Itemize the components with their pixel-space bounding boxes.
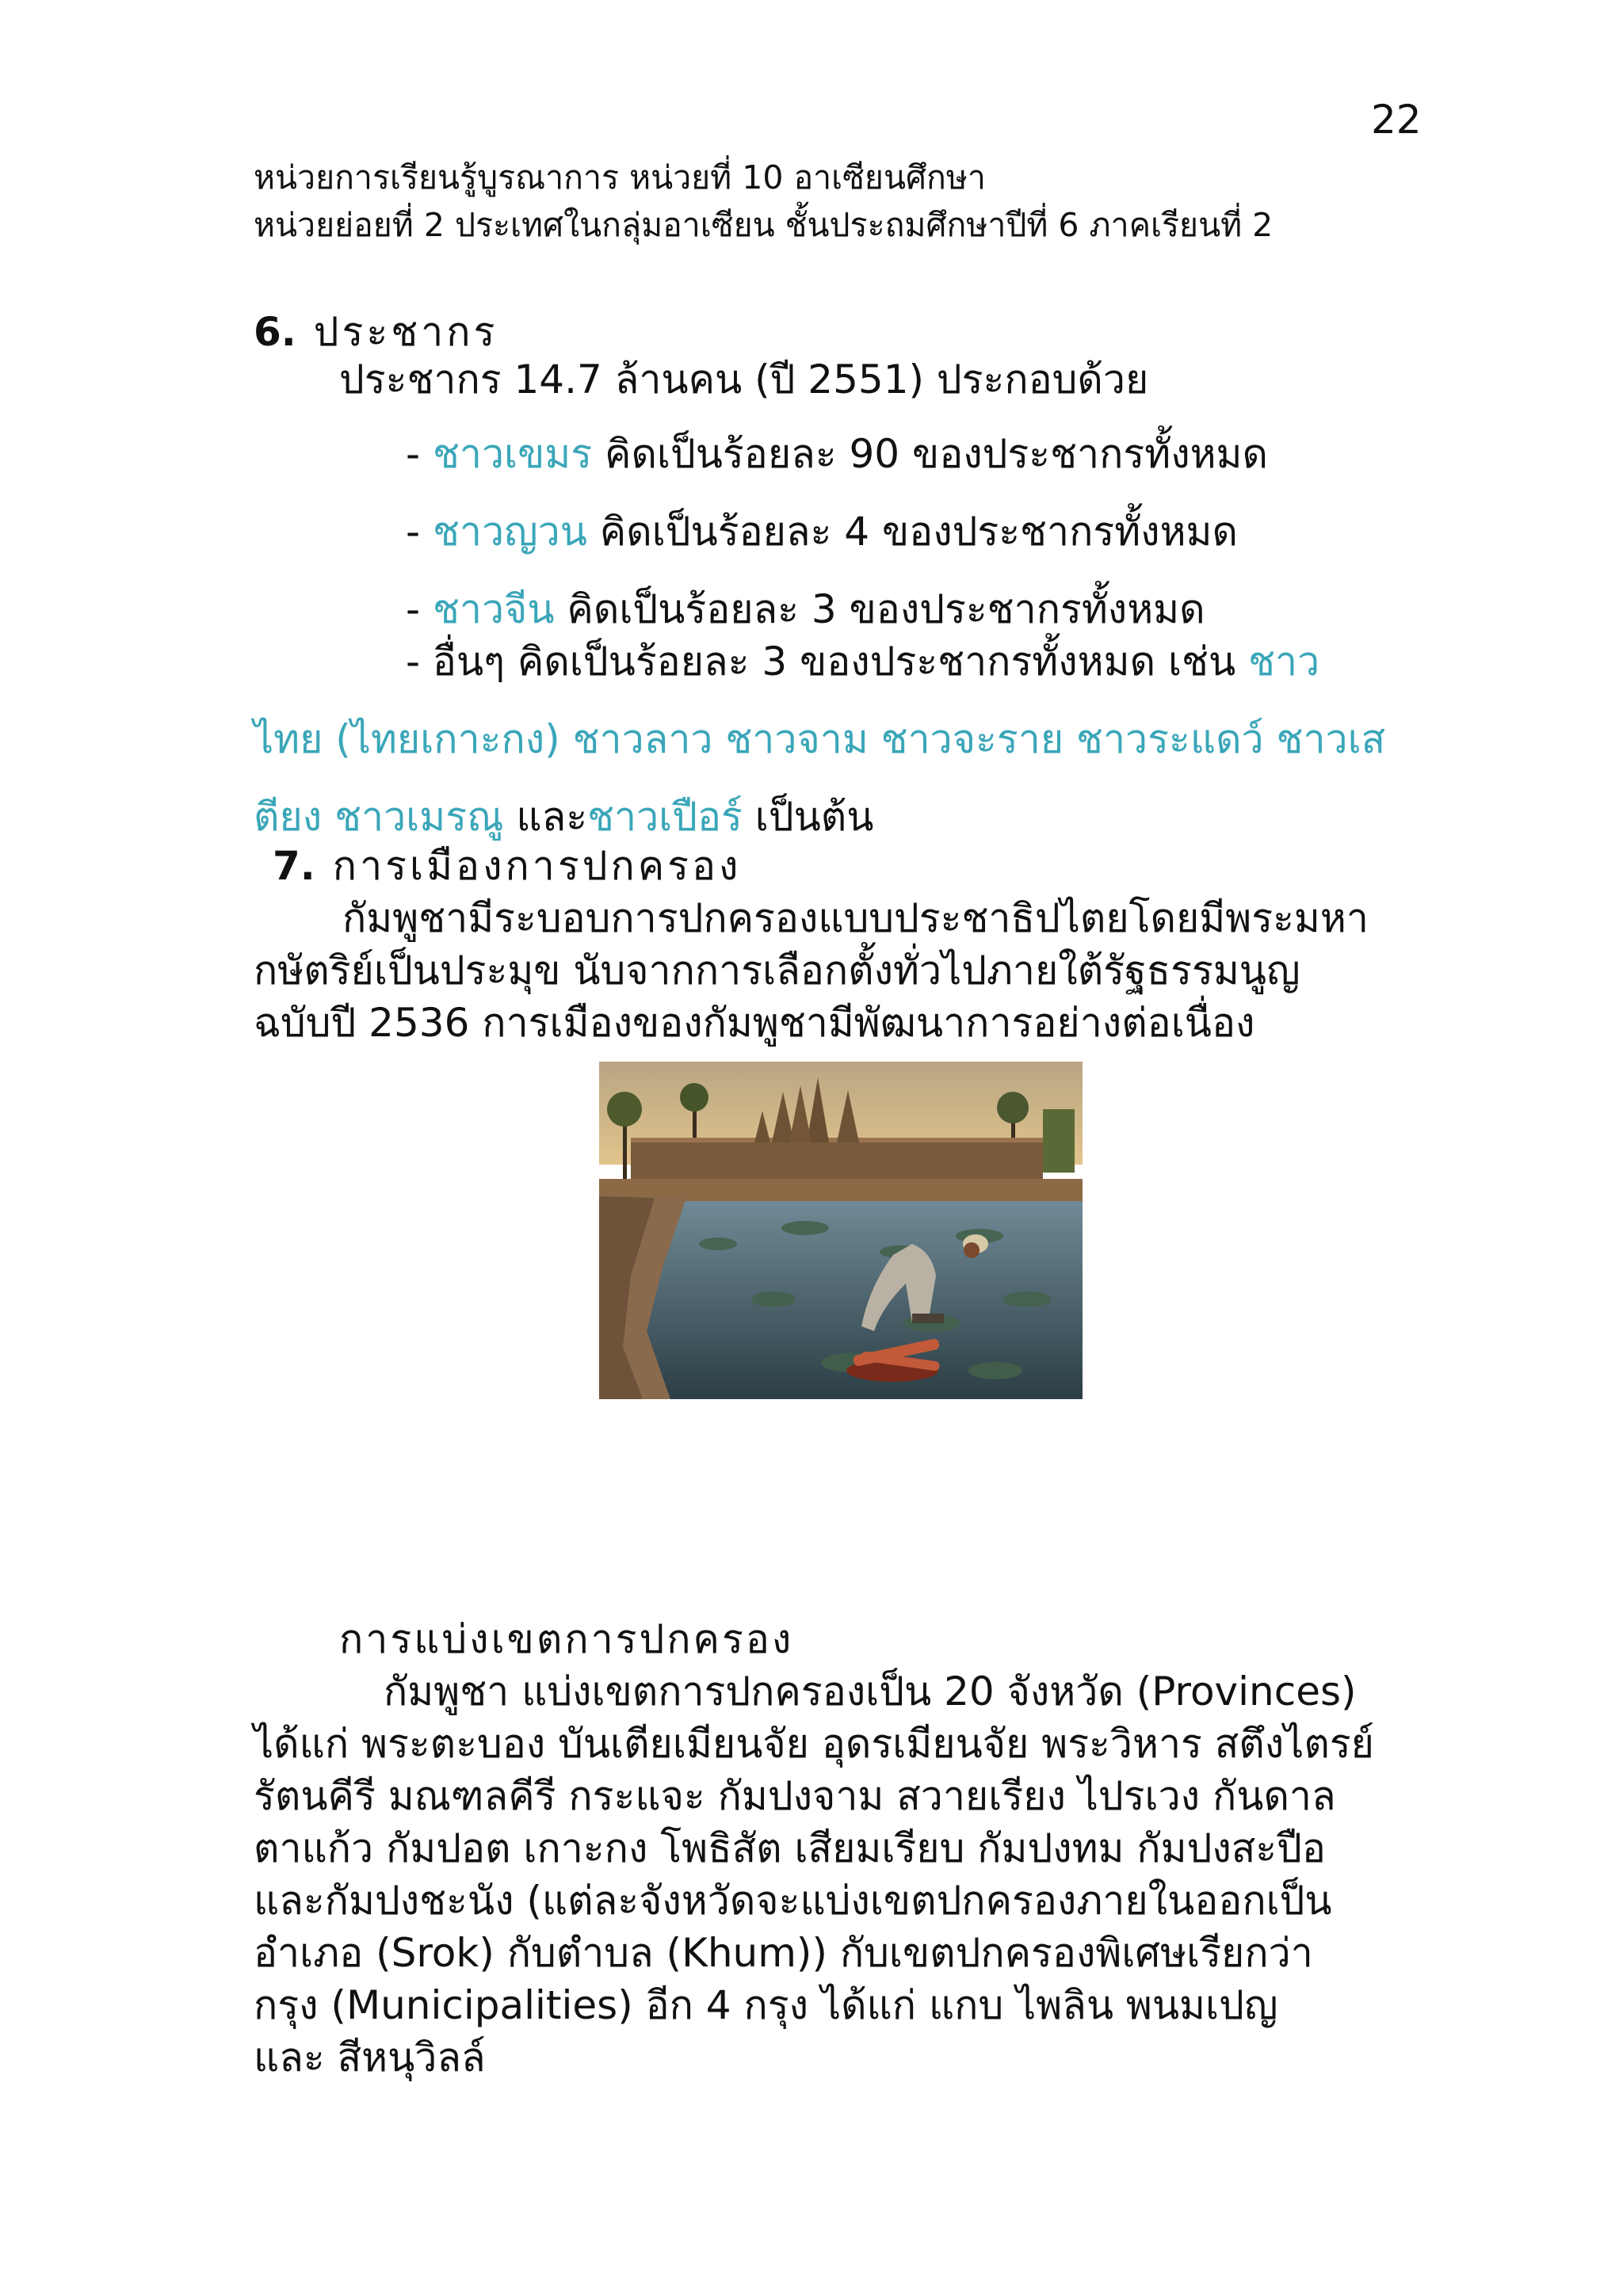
angkor-wat-photo	[599, 1062, 1083, 1399]
others-etc: เป็นต้น	[742, 794, 874, 840]
others-groups-highlight: ตียง ชาวเมรณู	[254, 794, 504, 840]
division-line-1: กัมพูชา แบ่งเขตการปกครองเป็น 20 จังหวัด (Provinces)	[384, 1669, 1357, 1714]
ethnic-group-pear: ชาวเปือร์	[587, 794, 743, 840]
bullet-dash: -	[406, 586, 433, 632]
division-line-5: และกัมปงชะนัง (แต่ละจังหวัดจะแบ่งเขตปกครองภายในออกเป็น	[254, 1878, 1332, 1924]
section-7-number: 7.	[273, 843, 315, 889]
section-6-title: ประชากร	[313, 309, 498, 355]
population-item-text: คิดเป็นร้อยละ 3 ของประชากรทั้งหมด	[554, 586, 1205, 632]
ethnic-group-khmer: ชาวเขมร	[432, 431, 593, 477]
ethnic-group-vietnamese: ชาวญวน	[432, 509, 587, 555]
division-line-8: และ สีหนุวิลล์	[254, 2035, 486, 2081]
population-item-khmer	[406, 423, 1268, 486]
section-7-title: การเมืองการปกครอง	[332, 843, 742, 889]
politics-line-2: กษัตริย์เป็นประมุข นับจากการเลือกตั้งทั่วไปภายใต้รัฐธรรมนูญ	[254, 948, 1300, 994]
politics-line-3: ฉบับปี 2536 การเมืองของกัมพูชามีพัฒนาการอย่างต่อเนื่อง	[254, 1000, 1255, 1046]
division-line-7: กรุง (Municipalities) อีก 4 กรุง ได้แก่ แกบ ไพลิน พนมเปญ	[254, 1982, 1278, 2028]
population-item-text: คิดเป็นร้อยละ 90 ของประชากรทั้งหมด	[592, 431, 1268, 477]
header-subunit-line: หน่วยย่อยที่ 2 ประเทศในกลุ่มอาเซียน ชั้นประถมศึกษาปีที่ 6 ภาคเรียนที่ 2	[254, 206, 1274, 244]
politics-line-1: กัมพูชามีระบอบการปกครองแบบประชาธิปไตยโดยมีพระมหา	[342, 895, 1369, 941]
division-line-2: ได้แก่ พระตะบอง บันเตียเมียนจัย อุดรเมียนจัย พระวิหาร สตึงไตรย์	[254, 1721, 1374, 1767]
section-6-number: 6.	[254, 309, 296, 355]
population-item-vietnamese	[406, 501, 1238, 563]
bullet-dash: -	[406, 509, 433, 555]
others-text: - อื่นๆ คิดเป็นร้อยละ 3 ของประชากรทั้งหมด เช่น	[406, 639, 1249, 685]
division-line-6: อำเภอ (Srok) กับตำบล (Khum)) กับเขตปกครองพิเศษเรียกว่า	[254, 1930, 1313, 1976]
others-groups-line: ไทย (ไทยเกาะกง) ชาวลาว ชาวจาม ชาวจะราย ชาวระแดว์ ชาวเส	[254, 716, 1386, 762]
division-heading: การแบ่งเขตการปกครอง	[339, 1616, 794, 1662]
ethnic-group-chinese: ชาวจีน	[432, 586, 555, 632]
others-highlight: ชาว	[1248, 639, 1320, 685]
division-line-3: รัตนคีรี มณฑลคีรี กระแจะ กัมปงจาม สวายเรียง ไปรเวง กันดาล	[254, 1773, 1336, 1819]
population-item-text: คิดเป็นร้อยละ 4 ของประชากรทั้งหมด	[586, 509, 1238, 555]
page-number: 22	[1371, 97, 1422, 143]
bullet-dash: -	[406, 431, 433, 477]
population-item-others	[406, 631, 1319, 693]
header-unit-line: หน่วยการเรียนรู้บูรณาการ หน่วยที่ 10 อาเซียนศึกษา	[254, 158, 986, 196]
population-intro: ประชากร 14.7 ล้านคน (ปี 2551) ประกอบด้วย	[339, 357, 1149, 402]
division-line-4: ตาแก้ว กัมปอต เกาะกง โพธิสัต เสียมเรียบ กัมปงทม กัมปงสะปือ	[254, 1825, 1326, 1871]
others-and: และ	[503, 794, 588, 840]
